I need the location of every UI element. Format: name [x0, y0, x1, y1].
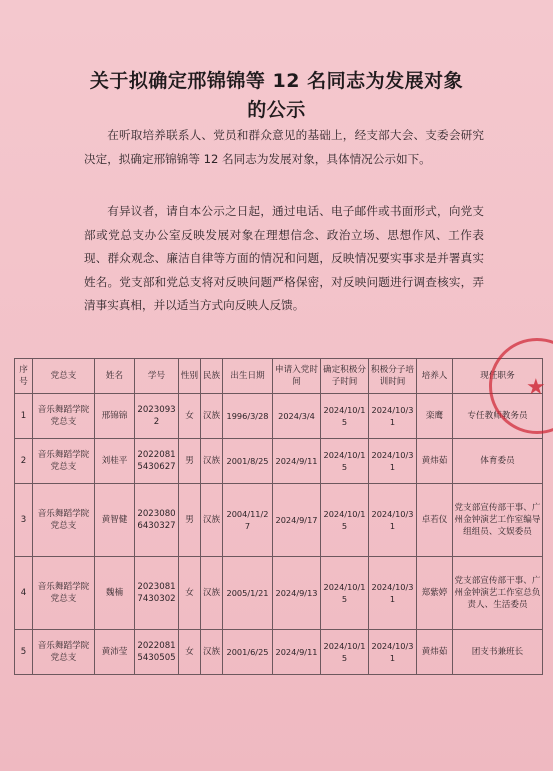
cell-gender: 男 [179, 484, 201, 557]
cell-name: 黄沛莹 [95, 630, 135, 675]
notice-title-line1: 关于拟确定邢锦锦等 12 名同志为发展对象 [89, 70, 464, 92]
cell-apply-date: 2024/3/4 [273, 394, 321, 439]
header-cell: 培养人 [417, 359, 453, 394]
cell-name: 刘桂平 [95, 439, 135, 484]
cell-birthdate: 2004/11/27 [223, 484, 273, 557]
cell-gender: 女 [179, 557, 201, 630]
cell-branch: 音乐舞蹈学院党总支 [33, 630, 95, 675]
cell-training-date: 2024/10/31 [369, 439, 417, 484]
cell-apply-date: 2024/9/17 [273, 484, 321, 557]
notice-paragraph-objection: 有异议者，请自本公示之日起，通过电话、电子邮件或书面形式，向党支部或党总支办公室反映发展对象在理想信念、政治立场、思想作风、工作表现、群众观念、廉洁自律等方面的情况和问题，反映情况要实事求是并署真实姓名。党支部和党总支将对反映问题严格保密，对反映问题进行调查核实，弄清事实真相，并以适当方式向反映人反馈。 [84, 204, 484, 312]
header-cell: 性别 [179, 359, 201, 394]
table-row [15, 439, 543, 484]
table-row [15, 557, 543, 630]
cell-branch: 音乐舞蹈学院党总支 [33, 394, 95, 439]
header-cell: 民族 [201, 359, 223, 394]
cell-activist-date: 2024/10/15 [321, 630, 369, 675]
header-cell: 出生日期 [223, 359, 273, 394]
cell-branch: 音乐舞蹈学院党总支 [33, 484, 95, 557]
cell-birthdate: 2001/8/25 [223, 439, 273, 484]
cell-training-date: 2024/10/31 [369, 394, 417, 439]
cell-student-id: 20230932 [135, 394, 179, 439]
cell-student-id: 20230806430327 [135, 484, 179, 557]
cell-birthdate: 2005/1/21 [223, 557, 273, 630]
table-header-row [15, 359, 543, 394]
header-cell: 积极分子培训时间 [369, 359, 417, 394]
cell-position: 党支部宣传部干事、广州金钟演艺工作室编导组组员、文娱委员 [453, 484, 543, 557]
header-cell: 学号 [135, 359, 179, 394]
cell-activist-date: 2024/10/15 [321, 439, 369, 484]
cell-position: 体育委员 [453, 439, 543, 484]
cell-activist-date: 2024/10/15 [321, 484, 369, 557]
cell-position: 党支部宣传部干事、广州金钟演艺工作室总负责人、生活委员 [453, 557, 543, 630]
cell-birthdate: 2001/6/25 [223, 630, 273, 675]
cell-student-id: 20220815430627 [135, 439, 179, 484]
cell-index: 1 [15, 394, 33, 439]
cell-training-date: 2024/10/31 [369, 557, 417, 630]
header-cell: 申请入党时间 [273, 359, 321, 394]
cell-index: 2 [15, 439, 33, 484]
header-cell: 姓名 [95, 359, 135, 394]
cell-student-id: 20220815430505 [135, 630, 179, 675]
cell-student-id: 20230817430302 [135, 557, 179, 630]
header-cell: 确定积极分子时间 [321, 359, 369, 394]
cell-activist-date: 2024/10/15 [321, 394, 369, 439]
cell-name: 邢锦锦 [95, 394, 135, 439]
cell-index: 3 [15, 484, 33, 557]
cell-index: 5 [15, 630, 33, 675]
seal-star-icon: ★ [526, 375, 546, 400]
cell-apply-date: 2024/9/11 [273, 630, 321, 675]
cell-name: 黄智健 [95, 484, 135, 557]
cell-apply-date: 2024/9/11 [273, 439, 321, 484]
cell-position: 团支书兼班长 [453, 630, 543, 675]
notice-paragraph-intro: 在听取培养联系人、党员和群众意见的基础上，经支部大会、支委会研究决定，拟确定邢锦锦等 12 名同志为发展对象，具体情况公示如下。 [84, 128, 484, 166]
cell-mentor: 黄炜茹 [417, 439, 453, 484]
cell-position: 专任教师教务员 [453, 394, 543, 439]
cell-ethnicity: 汉族 [201, 630, 223, 675]
table-row [15, 630, 543, 675]
cell-index: 4 [15, 557, 33, 630]
cell-training-date: 2024/10/31 [369, 630, 417, 675]
cell-ethnicity: 汉族 [201, 439, 223, 484]
cell-apply-date: 2024/9/13 [273, 557, 321, 630]
cell-gender: 女 [179, 394, 201, 439]
cell-branch: 音乐舞蹈学院党总支 [33, 557, 95, 630]
table-row [15, 484, 543, 557]
cell-birthdate: 1996/3/28 [223, 394, 273, 439]
header-cell: 党总支 [33, 359, 95, 394]
header-cell: 现任职务 [453, 359, 543, 394]
cell-mentor: 郑紫婷 [417, 557, 453, 630]
cell-mentor: 栾鹰 [417, 394, 453, 439]
notice-title-line2: 的公示 [247, 99, 306, 121]
table-row [15, 394, 543, 439]
cell-gender: 男 [179, 439, 201, 484]
cell-name: 魏楠 [95, 557, 135, 630]
cell-gender: 女 [179, 630, 201, 675]
cell-branch: 音乐舞蹈学院党总支 [33, 439, 95, 484]
header-cell: 序号 [15, 359, 33, 394]
candidates-table [14, 358, 543, 675]
cell-mentor: 卓若仪 [417, 484, 453, 557]
cell-activist-date: 2024/10/15 [321, 557, 369, 630]
cell-ethnicity: 汉族 [201, 557, 223, 630]
cell-ethnicity: 汉族 [201, 394, 223, 439]
cell-ethnicity: 汉族 [201, 484, 223, 557]
cell-mentor: 黄炜茹 [417, 630, 453, 675]
cell-training-date: 2024/10/31 [369, 484, 417, 557]
